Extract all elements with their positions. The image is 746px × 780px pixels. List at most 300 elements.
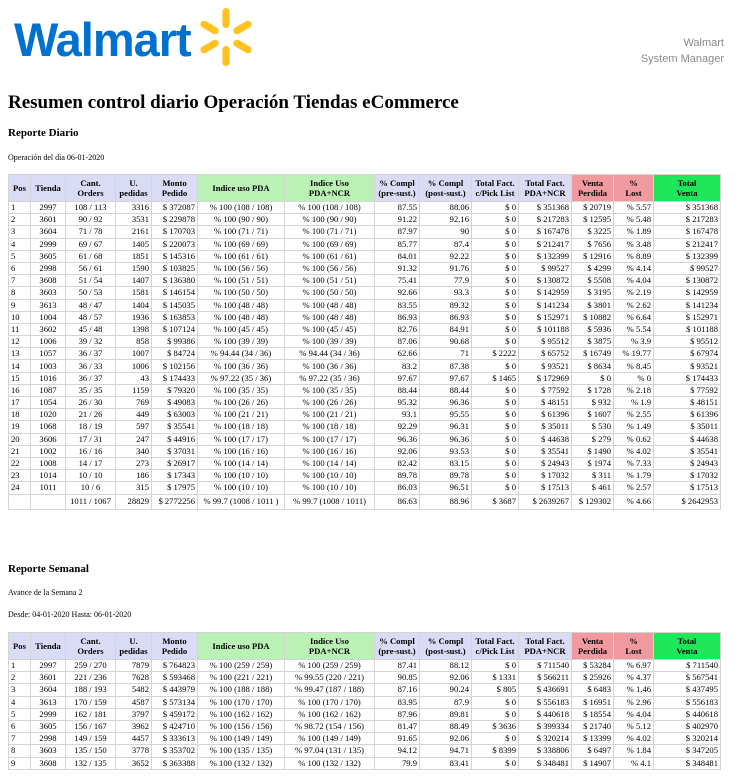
cell-pos: 5 — [9, 250, 31, 262]
cell-pda-ncr-index: % 100 (14 / 14) — [285, 457, 375, 469]
cell-pda-ncr-index: % 100 (21 / 21) — [285, 409, 375, 421]
cell-store: 2998 — [31, 733, 66, 745]
cell-amount: $ 35541 — [152, 421, 198, 433]
table-row — [9, 384, 721, 396]
cell-pda-index: % 100 (48 / 48) — [198, 299, 285, 311]
cell-fact-pda-ncr: $ 556183 — [519, 696, 572, 708]
cell-units: 3652 — [116, 757, 152, 769]
cell-total-sale: $ 130872 — [654, 275, 721, 287]
cell-pda-ncr-index: % 99.47 (187 / 188) — [285, 684, 375, 696]
cell-compl-post: 90 — [420, 226, 472, 238]
col-header-lost-sale: Venta Perdida — [572, 633, 614, 660]
cell-orders: 135 / 150 — [66, 745, 116, 757]
cell-lost-pct: % 2.19 — [614, 287, 654, 299]
cell-lost-pct: % 5.54 — [614, 323, 654, 335]
table-row — [9, 397, 721, 409]
cell-compl-post: 96.36 — [420, 397, 472, 409]
cell-lost-pct: % 6.64 — [614, 311, 654, 323]
cell-orders: 259 / 270 — [66, 660, 116, 672]
page-header — [0, 0, 746, 86]
cell-lost-sale: $ 311 — [572, 470, 614, 482]
cell-compl-post: 92.06 — [420, 733, 472, 745]
cell-pda-index: % 100 (71 / 71) — [198, 226, 285, 238]
cell-amount: $ 2772256 — [152, 494, 198, 509]
cell-fact-picklist: $ 2222 — [472, 348, 519, 360]
cell-lost-sale: $ 5508 — [572, 275, 614, 287]
cell-compl-post: 89.78 — [420, 470, 472, 482]
cell-amount: $ 573134 — [152, 696, 198, 708]
cell-total-sale: $ 17032 — [654, 470, 721, 482]
col-header-compl-pre: % Compl (pre-sust.) — [375, 633, 420, 660]
cell-amount: $ 84724 — [152, 348, 198, 360]
cell-total-sale: $ 348481 — [654, 757, 721, 769]
cell-pda-index: % 100 (16 / 16) — [198, 445, 285, 457]
cell-store: 1003 — [31, 360, 66, 372]
cell-fact-picklist: $ 0 — [472, 470, 519, 482]
cell-pda-ncr-index: % 100 (259 / 259) — [285, 660, 375, 672]
cell-pda-index: % 100 (50 / 50) — [198, 287, 285, 299]
brand-name: Walmart — [14, 12, 191, 66]
cell-compl-pre: 86.63 — [375, 494, 420, 509]
cell-orders: 10 / 10 — [66, 470, 116, 482]
cell-fact-pda-ncr: $ 101188 — [519, 323, 572, 335]
table-row — [9, 745, 721, 757]
cell-orders: 69 / 67 — [66, 238, 116, 250]
cell-total-sale: $ 67974 — [654, 348, 721, 360]
cell-units: 1405 — [116, 238, 152, 250]
cell-pda-ncr-index: % 98.72 (154 / 156) — [285, 720, 375, 732]
weekly-report-subtitle: Avance de la Semana 2 — [8, 588, 83, 597]
cell-amount: $ 163853 — [152, 311, 198, 323]
cell-units: 5482 — [116, 684, 152, 696]
cell-store: 3604 — [31, 226, 66, 238]
cell-units: 3531 — [116, 214, 152, 226]
daily-report-title: Reporte Diario — [8, 127, 79, 139]
cell-store: 3603 — [31, 745, 66, 757]
cell-lost-pct: % 4.04 — [614, 708, 654, 720]
cell-total-sale: $ 132399 — [654, 250, 721, 262]
table-row — [9, 696, 721, 708]
table-row — [9, 287, 721, 299]
table-row — [9, 202, 721, 214]
cell-lost-pct: % 1.46 — [614, 684, 654, 696]
cell-lost-pct: % 5.12 — [614, 720, 654, 732]
cell-lost-sale: $ 4299 — [572, 262, 614, 274]
cell-compl-pre: 91.32 — [375, 262, 420, 274]
cell-units: 1159 — [116, 384, 152, 396]
cell-pda-ncr-index: % 100 (71 / 71) — [285, 226, 375, 238]
cell-amount: $ 26917 — [152, 457, 198, 469]
col-header-lost-sale: Venta Perdida — [572, 175, 614, 202]
cell-fact-pda-ncr: $ 399334 — [519, 720, 572, 732]
cell-orders: 10 / 6 — [66, 482, 116, 494]
cell-fact-pda-ncr: $ 212417 — [519, 238, 572, 250]
cell-amount: $ 229878 — [152, 214, 198, 226]
cell-lost-sale: $ 1490 — [572, 445, 614, 457]
table-row — [9, 708, 721, 720]
cell-units: 597 — [116, 421, 152, 433]
cell-amount: $ 49083 — [152, 397, 198, 409]
cell-orders: 45 / 48 — [66, 323, 116, 335]
cell-fact-pda-ncr: $ 44638 — [519, 433, 572, 445]
cell-lost-sale: $ 5936 — [572, 323, 614, 335]
cell-total-sale: $ 437495 — [654, 684, 721, 696]
cell-pos: 1 — [9, 660, 31, 672]
col-header-fact-picklist: Total Fact. c/Pick List — [472, 175, 519, 202]
cell-store: 1020 — [31, 409, 66, 421]
cell-pda-index: % 100 (45 / 45) — [198, 323, 285, 335]
cell-compl-post: 87.4 — [420, 238, 472, 250]
cell-amount: $ 17343 — [152, 470, 198, 482]
cell-store: 3605 — [31, 250, 66, 262]
cell-fact-pda-ncr: $ 351368 — [519, 202, 572, 214]
cell-fact-pda-ncr: $ 48151 — [519, 397, 572, 409]
cell-fact-picklist: $ 0 — [472, 299, 519, 311]
cell-pos: 1 — [9, 202, 31, 214]
cell-store: 1008 — [31, 457, 66, 469]
cell-fact-pda-ncr: $ 65752 — [519, 348, 572, 360]
cell-orders: 17 / 31 — [66, 433, 116, 445]
table-row — [9, 336, 721, 348]
cell-pos: 14 — [9, 360, 31, 372]
cell-orders: 48 / 57 — [66, 311, 116, 323]
col-header-pda-ncr-index: Indice Uso PDA+NCR — [285, 175, 375, 202]
cell-pda-ncr-index: % 100 (170 / 170) — [285, 696, 375, 708]
cell-fact-picklist: $ 0 — [472, 482, 519, 494]
cell-pda-index: % 100 (17 / 17) — [198, 433, 285, 445]
cell-pos: 2 — [9, 672, 31, 684]
cell-pos — [9, 494, 31, 509]
cell-pda-ncr-index: % 100 (16 / 16) — [285, 445, 375, 457]
cell-pda-index: % 100 (35 / 35) — [198, 384, 285, 396]
system-name — [641, 35, 724, 67]
col-header-units: U. pedidas — [116, 633, 152, 660]
cell-amount: $ 136380 — [152, 275, 198, 287]
table-row — [9, 445, 721, 457]
cell-pda-index: % 100 (14 / 14) — [198, 457, 285, 469]
cell-orders: 188 / 193 — [66, 684, 116, 696]
cell-lost-pct: % 1.79 — [614, 470, 654, 482]
cell-lost-pct: % 5.48 — [614, 214, 654, 226]
cell-fact-pda-ncr: $ 167478 — [519, 226, 572, 238]
cell-pda-ncr-index: % 100 (69 / 69) — [285, 238, 375, 250]
cell-total-sale: $ 101188 — [654, 323, 721, 335]
cell-fact-pda-ncr: $ 566211 — [519, 672, 572, 684]
cell-orders: 35 / 35 — [66, 384, 116, 396]
cell-orders: 71 / 78 — [66, 226, 116, 238]
cell-fact-picklist: $ 0 — [472, 262, 519, 274]
cell-compl-pre: 95.32 — [375, 397, 420, 409]
walmart-logo — [14, 10, 257, 68]
cell-compl-pre: 91.65 — [375, 733, 420, 745]
cell-orders: 48 / 47 — [66, 299, 116, 311]
cell-store: 3606 — [31, 433, 66, 445]
cell-lost-sale: $ 16951 — [572, 696, 614, 708]
col-header-amount: Monto Pedido — [152, 175, 198, 202]
cell-compl-pre: 86.93 — [375, 311, 420, 323]
cell-pda-index: % 100 (132 / 132) — [198, 757, 285, 769]
cell-compl-pre: 92.29 — [375, 421, 420, 433]
cell-fact-picklist: $ 0 — [472, 336, 519, 348]
cell-compl-post: 71 — [420, 348, 472, 360]
cell-compl-post: 92.06 — [420, 672, 472, 684]
cell-fact-pda-ncr: $ 35011 — [519, 421, 572, 433]
cell-fact-pda-ncr: $ 99527 — [519, 262, 572, 274]
cell-lost-sale: $ 16749 — [572, 348, 614, 360]
table-row — [9, 684, 721, 696]
table-row — [9, 733, 721, 745]
cell-lost-pct: % 3.9 — [614, 336, 654, 348]
cell-lost-sale: $ 6497 — [572, 745, 614, 757]
cell-compl-post: 84.91 — [420, 323, 472, 335]
cell-orders: 18 / 19 — [66, 421, 116, 433]
col-header-compl-pre: % Compl (pre-sust.) — [375, 175, 420, 202]
table-row — [9, 323, 721, 335]
cell-lost-sale: $ 18554 — [572, 708, 614, 720]
cell-pos: 18 — [9, 409, 31, 421]
cell-fact-picklist: $ 0 — [472, 433, 519, 445]
cell-fact-picklist: $ 0 — [472, 226, 519, 238]
cell-pos: 23 — [9, 470, 31, 482]
cell-units: 28829 — [116, 494, 152, 509]
cell-pos: 17 — [9, 397, 31, 409]
cell-store: 1006 — [31, 336, 66, 348]
cell-fact-pda-ncr: $ 35541 — [519, 445, 572, 457]
cell-fact-pda-ncr: $ 217283 — [519, 214, 572, 226]
table-row — [9, 226, 721, 238]
cell-pda-index: % 100 (135 / 135) — [198, 745, 285, 757]
cell-amount: $ 37031 — [152, 445, 198, 457]
cell-lost-pct: % 5.57 — [614, 202, 654, 214]
cell-lost-sale: $ 1728 — [572, 384, 614, 396]
cell-compl-post: 87.38 — [420, 360, 472, 372]
cell-amount: $ 44916 — [152, 433, 198, 445]
cell-lost-sale: $ 21740 — [572, 720, 614, 732]
cell-orders: 56 / 61 — [66, 262, 116, 274]
col-header-units: U. pedidas — [116, 175, 152, 202]
col-header-total-sale: Total Venta — [654, 175, 721, 202]
cell-total-sale: $ 440618 — [654, 708, 721, 720]
cell-pda-index: % 97.22 (35 / 36) — [198, 372, 285, 384]
cell-store: 3613 — [31, 696, 66, 708]
cell-lost-pct: % 4.02 — [614, 445, 654, 457]
cell-fact-picklist: $ 0 — [472, 287, 519, 299]
cell-pda-index: % 100 (188 / 188) — [198, 684, 285, 696]
cell-compl-post: 93.3 — [420, 287, 472, 299]
cell-total-sale: $ 167478 — [654, 226, 721, 238]
cell-pos: 3 — [9, 226, 31, 238]
cell-amount: $ 103825 — [152, 262, 198, 274]
cell-lost-pct: % 4.02 — [614, 733, 654, 745]
cell-fact-picklist: $ 0 — [472, 311, 519, 323]
col-header-pda-index: Indice uso PDA — [198, 175, 285, 202]
cell-compl-pre: 85.77 — [375, 238, 420, 250]
cell-orders: 16 / 16 — [66, 445, 116, 457]
cell-fact-picklist: $ 0 — [472, 214, 519, 226]
cell-total-sale: $ 402970 — [654, 720, 721, 732]
cell-compl-pre: 87.55 — [375, 202, 420, 214]
cell-lost-sale: $ 12916 — [572, 250, 614, 262]
cell-units: 186 — [116, 470, 152, 482]
daily-report-table — [8, 174, 721, 510]
cell-fact-pda-ncr: $ 711540 — [519, 660, 572, 672]
weekly-report-title: Reporte Semanal — [8, 563, 89, 575]
cell-pda-ncr-index: % 99.7 (1008 / 1011) — [285, 494, 375, 509]
cell-fact-pda-ncr: $ 320214 — [519, 733, 572, 745]
cell-units: 7628 — [116, 672, 152, 684]
cell-lost-pct: % 4.1 — [614, 757, 654, 769]
cell-compl-post: 88.49 — [420, 720, 472, 732]
col-header-orders: Cant. Orders — [66, 633, 116, 660]
cell-lost-sale: $ 461 — [572, 482, 614, 494]
cell-fact-pda-ncr: $ 17032 — [519, 470, 572, 482]
cell-pda-index: % 100 (51 / 51) — [198, 275, 285, 287]
cell-store: 3601 — [31, 672, 66, 684]
cell-pda-ncr-index: % 100 (149 / 149) — [285, 733, 375, 745]
cell-fact-picklist: $ 1331 — [472, 672, 519, 684]
table-row — [9, 470, 721, 482]
totals-row — [9, 494, 721, 509]
cell-pos: 8 — [9, 287, 31, 299]
cell-pos: 15 — [9, 372, 31, 384]
cell-orders: 156 / 167 — [66, 720, 116, 732]
cell-lost-sale: $ 932 — [572, 397, 614, 409]
cell-pda-index: % 100 (156 / 156) — [198, 720, 285, 732]
cell-pda-ncr-index: % 100 (48 / 48) — [285, 299, 375, 311]
col-header-total-sale: Total Venta — [654, 633, 721, 660]
cell-compl-post: 83.41 — [420, 757, 472, 769]
cell-total-sale: $ 93521 — [654, 360, 721, 372]
cell-orders: 51 / 54 — [66, 275, 116, 287]
cell-pos: 9 — [9, 299, 31, 311]
cell-fact-picklist: $ 0 — [472, 202, 519, 214]
cell-pos: 16 — [9, 384, 31, 396]
cell-lost-pct: % 0 — [614, 372, 654, 384]
cell-fact-pda-ncr: $ 17513 — [519, 482, 572, 494]
cell-store: 1068 — [31, 421, 66, 433]
cell-compl-pre: 92.06 — [375, 445, 420, 457]
col-header-pda-ncr-index: Indice Uso PDA+NCR — [285, 633, 375, 660]
cell-compl-post: 89.81 — [420, 708, 472, 720]
col-header-lost-pct: % Lost — [614, 633, 654, 660]
cell-pos: 4 — [9, 238, 31, 250]
cell-pda-index: % 100 (10 / 10) — [198, 470, 285, 482]
cell-store: 2998 — [31, 262, 66, 274]
cell-lost-pct: % 2.57 — [614, 482, 654, 494]
cell-total-sale: $ 35011 — [654, 421, 721, 433]
cell-pda-index: % 100 (36 / 36) — [198, 360, 285, 372]
cell-fact-picklist: $ 0 — [472, 238, 519, 250]
cell-orders: 39 / 32 — [66, 336, 116, 348]
cell-fact-picklist: $ 0 — [472, 660, 519, 672]
cell-total-sale: $ 212417 — [654, 238, 721, 250]
cell-pda-index: % 100 (259 / 259) — [198, 660, 285, 672]
cell-lost-sale: $ 12595 — [572, 214, 614, 226]
cell-fact-pda-ncr: $ 93521 — [519, 360, 572, 372]
cell-pda-ncr-index: % 97.22 (35 / 36) — [285, 372, 375, 384]
col-header-compl-post: % Compl (post-sust.) — [420, 633, 472, 660]
cell-fact-pda-ncr: $ 2639267 — [519, 494, 572, 509]
cell-orders: 132 / 135 — [66, 757, 116, 769]
cell-lost-sale: $ 10882 — [572, 311, 614, 323]
cell-units: 1007 — [116, 348, 152, 360]
cell-store: 1087 — [31, 384, 66, 396]
cell-pos: 7 — [9, 733, 31, 745]
cell-pda-index: % 100 (149 / 149) — [198, 733, 285, 745]
cell-orders: 36 / 37 — [66, 348, 116, 360]
cell-pda-ncr-index: % 97.04 (131 / 135) — [285, 745, 375, 757]
spark-icon — [195, 6, 257, 68]
cell-fact-picklist: $ 0 — [472, 757, 519, 769]
cell-fact-picklist: $ 0 — [472, 708, 519, 720]
cell-pos: 10 — [9, 311, 31, 323]
cell-store: 3601 — [31, 214, 66, 226]
cell-units: 1407 — [116, 275, 152, 287]
cell-compl-pre: 82.76 — [375, 323, 420, 335]
table-row — [9, 457, 721, 469]
cell-pda-ncr-index: % 100 (10 / 10) — [285, 482, 375, 494]
cell-amount: $ 145035 — [152, 299, 198, 311]
table-row — [9, 348, 721, 360]
cell-compl-pre: 87.97 — [375, 226, 420, 238]
cell-amount: $ 764823 — [152, 660, 198, 672]
cell-pda-index: % 100 (221 / 221) — [198, 672, 285, 684]
page-title: Resumen control diario Operación Tiendas eCommerce — [8, 92, 459, 113]
cell-lost-sale: $ 0 — [572, 372, 614, 384]
table-row — [9, 433, 721, 445]
cell-total-sale: $ 711540 — [654, 660, 721, 672]
cell-lost-sale: $ 129302 — [572, 494, 614, 509]
cell-pos: 8 — [9, 745, 31, 757]
cell-lost-pct: % 3.48 — [614, 238, 654, 250]
table-row — [9, 275, 721, 287]
cell-units: 4457 — [116, 733, 152, 745]
cell-compl-pre: 87.96 — [375, 708, 420, 720]
cell-pda-ncr-index: % 100 (132 / 132) — [285, 757, 375, 769]
cell-fact-picklist: $ 0 — [472, 360, 519, 372]
table-row — [9, 409, 721, 421]
cell-orders: 221 / 236 — [66, 672, 116, 684]
cell-pos: 21 — [9, 445, 31, 457]
cell-pda-index: % 100 (162 / 162) — [198, 708, 285, 720]
cell-pda-ncr-index: % 100 (56 / 56) — [285, 262, 375, 274]
cell-pos: 11 — [9, 323, 31, 335]
cell-compl-post: 88.96 — [420, 494, 472, 509]
cell-pda-index: % 100 (39 / 39) — [198, 336, 285, 348]
cell-lost-sale: $ 53284 — [572, 660, 614, 672]
cell-compl-pre: 92.66 — [375, 287, 420, 299]
cell-lost-pct: % 19.77 — [614, 348, 654, 360]
cell-pos: 13 — [9, 348, 31, 360]
cell-compl-pre: 79.9 — [375, 757, 420, 769]
cell-orders: 1011 / 1067 — [66, 494, 116, 509]
col-header-compl-post: % Compl (post-sust.) — [420, 175, 472, 202]
daily-table-body — [9, 202, 721, 510]
cell-amount: $ 102156 — [152, 360, 198, 372]
cell-pda-ncr-index: % 100 (45 / 45) — [285, 323, 375, 335]
cell-orders: 14 / 17 — [66, 457, 116, 469]
cell-lost-pct: % 1.49 — [614, 421, 654, 433]
daily-header-row — [9, 175, 721, 202]
cell-pda-ncr-index: % 99.55 (220 / 221) — [285, 672, 375, 684]
cell-pda-ncr-index: % 100 (48 / 48) — [285, 311, 375, 323]
cell-pda-index: % 94.44 (34 / 36) — [198, 348, 285, 360]
cell-pda-ncr-index: % 100 (39 / 39) — [285, 336, 375, 348]
cell-lost-sale: $ 3195 — [572, 287, 614, 299]
cell-compl-post: 96.51 — [420, 482, 472, 494]
cell-lost-pct: % 1.9 — [614, 397, 654, 409]
cell-compl-post: 86.93 — [420, 311, 472, 323]
